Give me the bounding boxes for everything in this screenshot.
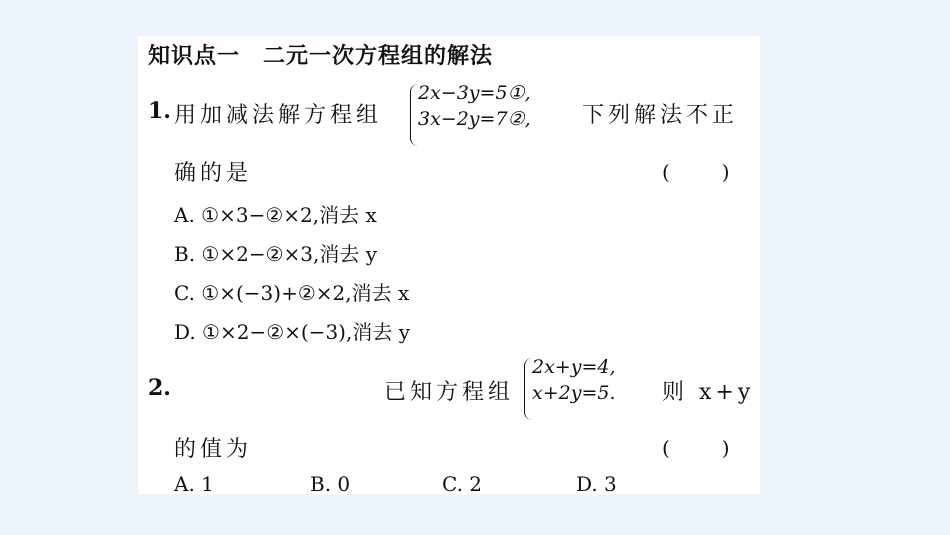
q2-prompt: 已知方程组 (384, 380, 515, 405)
q1-option-b: B. ①×2−②×3,消去 y (174, 242, 378, 266)
q1-system (418, 80, 531, 132)
q2-option-c: C. 2 (442, 472, 483, 496)
q2-option-a: A. 1 (174, 472, 214, 496)
q1-prompt-line2: 确的是 (174, 161, 253, 186)
q2-answer-blank: ( ) (662, 436, 734, 460)
q2-number: 2. (148, 375, 171, 401)
q1-prompt-tail: 下列解法不正 (582, 103, 739, 128)
section-heading: 知识点一 二元一次方程组的解法 (148, 43, 494, 69)
q1-equation-1: 2x−3y=5①, (418, 82, 531, 104)
q1-option-a: A. ①×3−②×2,消去 x (174, 203, 377, 227)
q1-prompt: 用加减法解方程组 (174, 103, 383, 128)
q2-equation-2: x+2y=5. (532, 382, 616, 404)
worksheet (138, 36, 760, 494)
q1-number: 1. (148, 98, 171, 124)
q2-system (532, 354, 616, 406)
q2-prompt-tail: 则 x+y (662, 380, 755, 405)
q2-option-b: B. 0 (310, 472, 351, 496)
q2-equation-1: 2x+y=4, (532, 356, 616, 378)
q2-option-d: D. 3 (576, 472, 617, 496)
q1-equation-2: 3x−2y=7②, (418, 108, 531, 130)
q1-option-d: D. ①×2−②×(−3),消去 y (174, 320, 410, 344)
q1-option-c: C. ①×(−3)+②×2,消去 x (174, 281, 410, 305)
q1-answer-blank: ( ) (662, 160, 734, 184)
q2-prompt-line2: 的值为 (174, 437, 253, 462)
